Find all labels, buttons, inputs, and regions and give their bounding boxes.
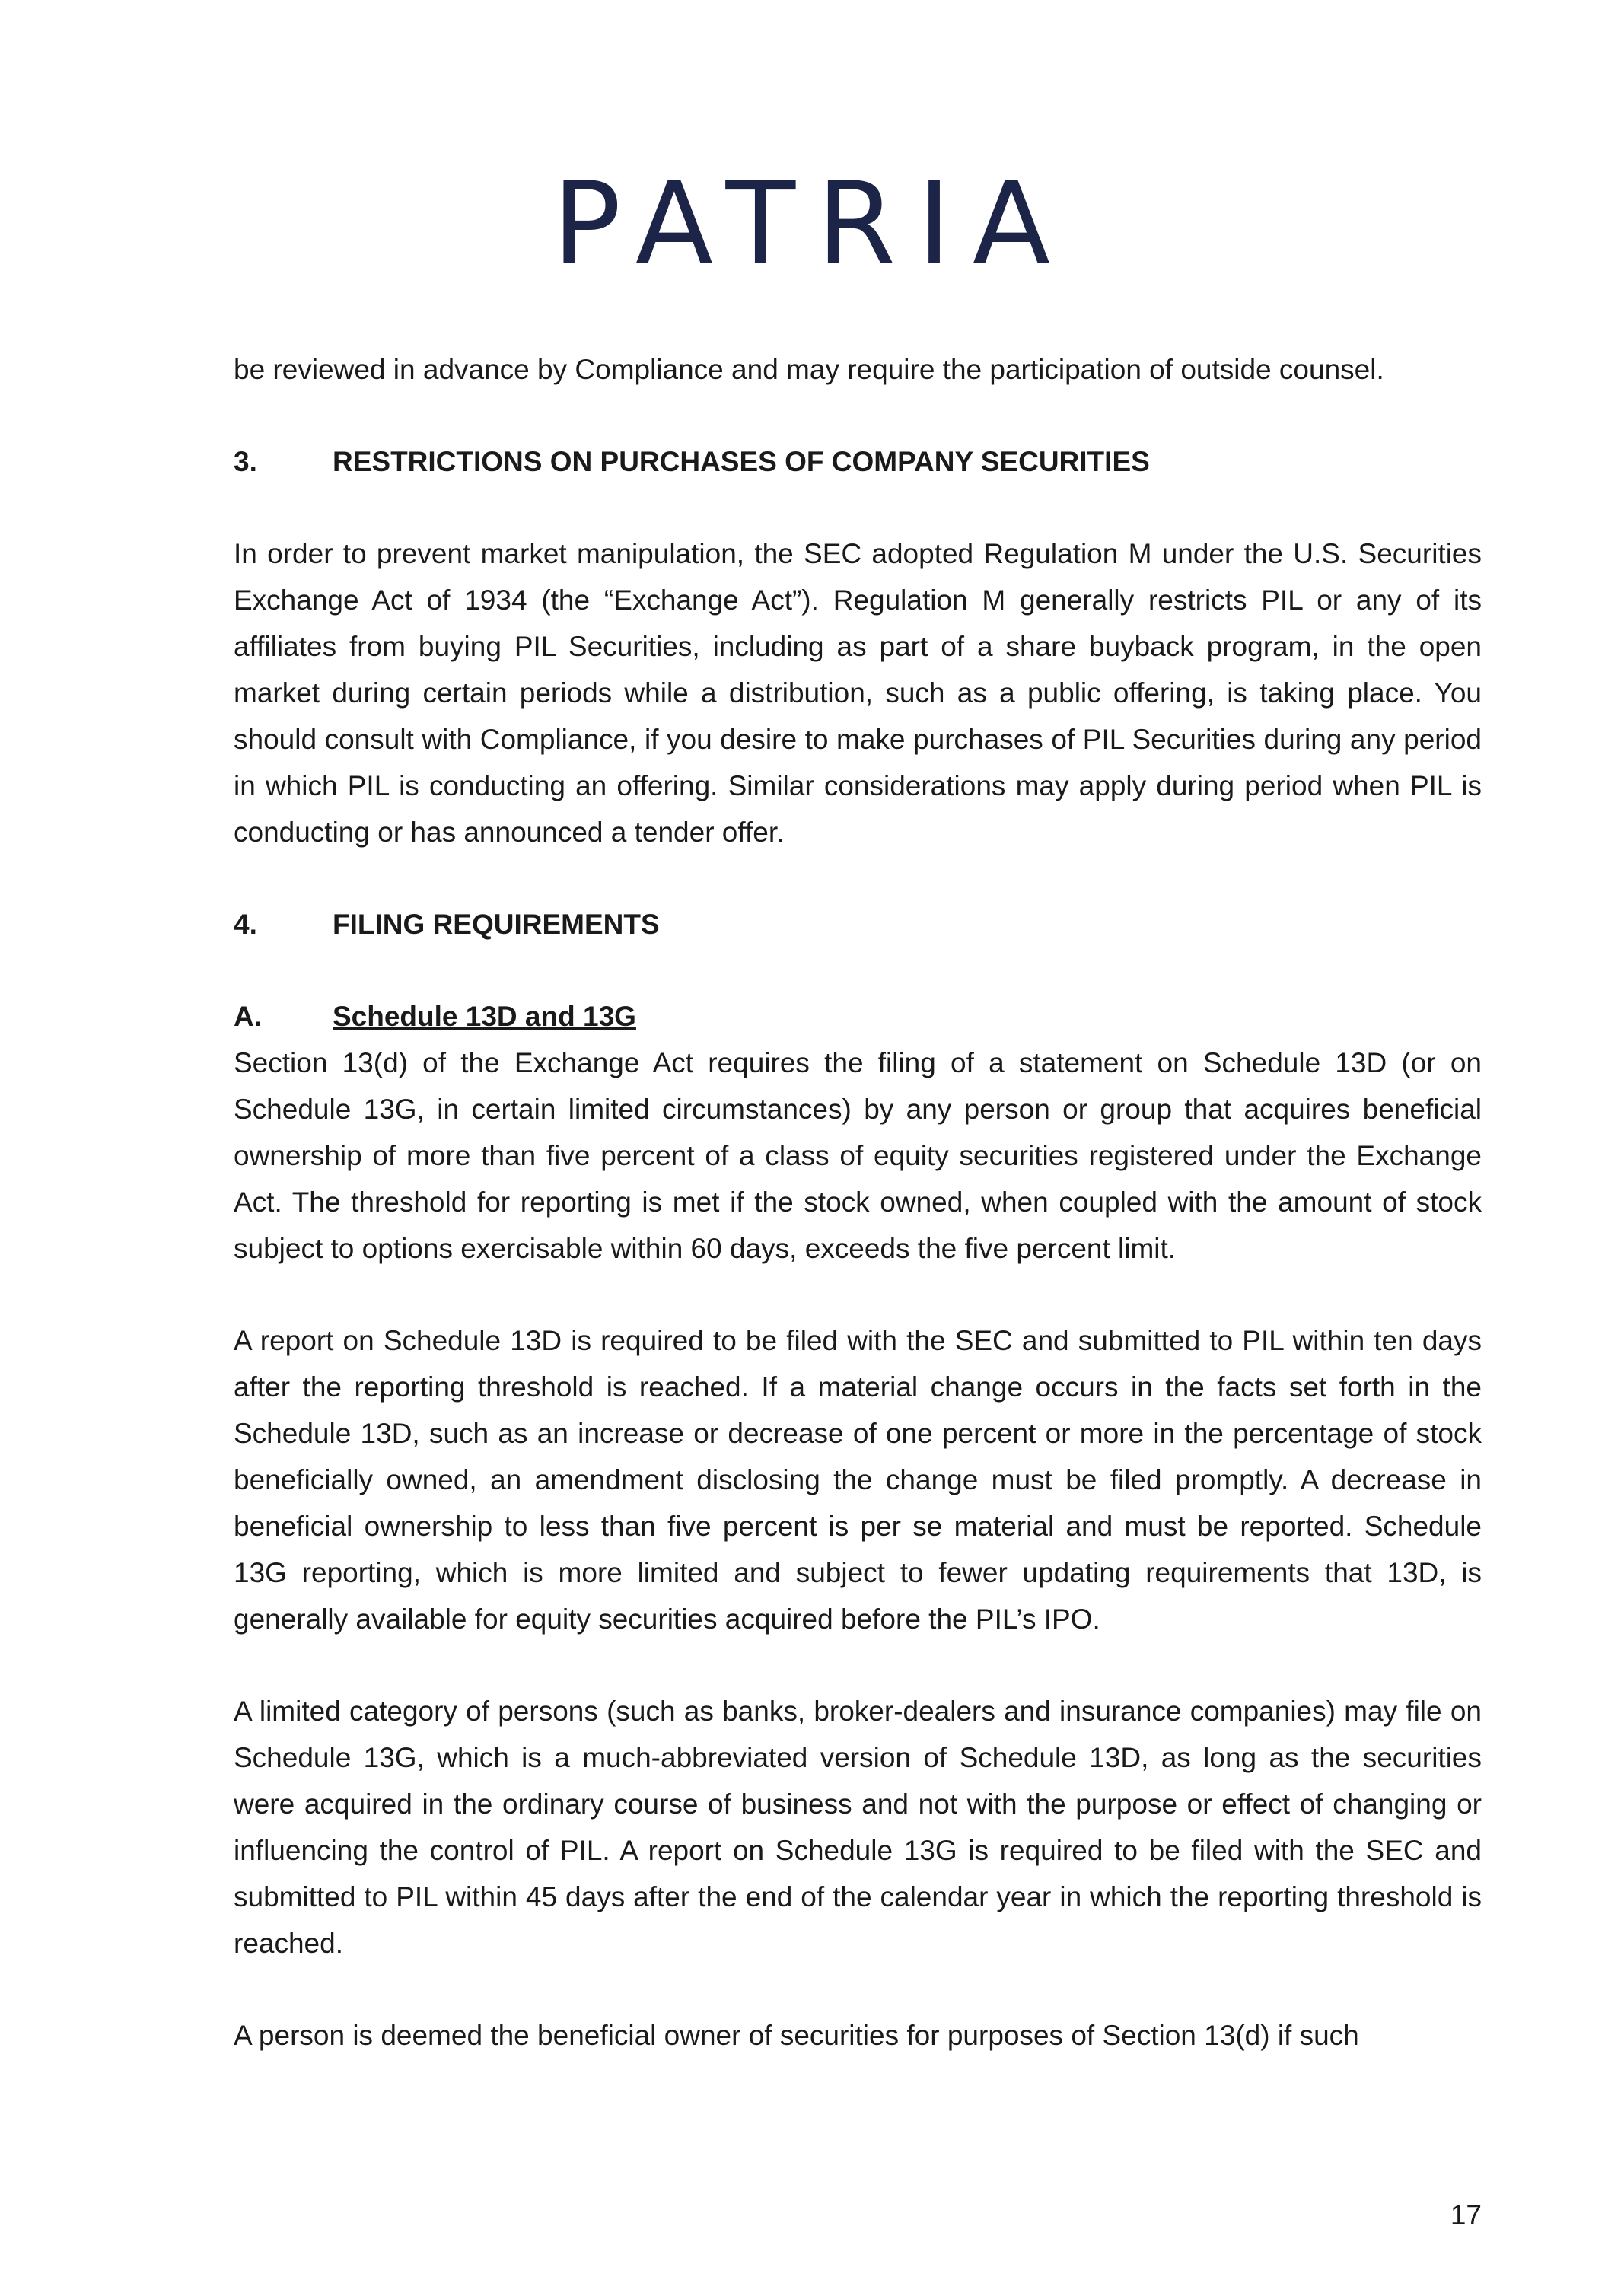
paragraph-beneficial-owner: A person is deemed the beneficial owner of securities for purposes of Section 13(d) if such [234, 2020, 1359, 2051]
patria-logo: PATRIA [552, 158, 1072, 291]
subsection-a-title: Schedule 13D and 13G [333, 1001, 636, 1032]
section-3-paragraph: In order to prevent market manipulation, the SEC adopted Regulation M under the U.S. Securities Exchange Act of 1934 (the “Exchange Act”). Regulation M generally restricts PIL or any of its affiliates from buying PIL Securities, including as part of a share buyback program, in the open market during certain periods while a distribution, such as a public offering, is taking place. You should consult with Compliance, if you desire to make purchases of PIL Securities during any period in which PIL is conducting an offering. Similar considerations may apply during period when PIL is conducting or has announced a tender offer. [234, 538, 1482, 848]
section-3-title: RESTRICTIONS ON PURCHASES OF COMPANY SECURITIES [333, 446, 1150, 477]
section-4-title: FILING REQUIREMENTS [333, 909, 660, 940]
document-body [234, 346, 1482, 2059]
section-3-heading [234, 438, 1482, 485]
paragraph-13d-requirement: Section 13(d) of the Exchange Act requires the filing of a statement on Schedule 13D (or on Schedule 13G, in certain limited circumstances) by any person or group that acquires beneficial ownership of more than five percent of a class of equity securities registered under the Exchange Act. The threshold for reporting is met if the stock owned, when coupled with the amount of stock subject to options exercisable within 60 days, exceeds the five percent limit. [234, 1047, 1482, 1264]
subsection-a-heading [234, 993, 1482, 1040]
page-number: 17 [1450, 2199, 1482, 2231]
subsection-a-letter: A. [234, 1001, 262, 1032]
section-4-heading [234, 901, 1482, 947]
paragraph-13d-report: A report on Schedule 13D is required to be filed with the SEC and submitted to PIL within ten days after the reporting threshold is reached. If a material change occurs in the facts set forth in the Schedule 13D, such as an increase or decrease of one percent or more in the percentage of stock beneficially owned, an amendment disclosing the change must be filed promptly. A decrease in beneficial ownership to less than five percent is per se material and must be reported. Schedule 13G reporting, which is more limited and subject to fewer updating requirements that 13D, is generally available for equity securities acquired before the PIL’s IPO. [234, 1325, 1482, 1635]
continuation-paragraph: be reviewed in advance by Compliance and may require the participation of outside counsel. [234, 354, 1384, 385]
section-4-number: 4. [234, 909, 257, 940]
section-3-number: 3. [234, 446, 257, 477]
paragraph-13g-limited: A limited category of persons (such as banks, broker-dealers and insurance companies) may file on Schedule 13G, which is a much-abbreviated version of Schedule 13D, as long as the securities were acquired in the ordinary course of business and not with the purpose or effect of changing or influencing the control of PIL. A report on Schedule 13G is required to be filed with the SEC and submitted to PIL within 45 days after the end of the calendar year in which the reporting threshold is reached. [234, 1696, 1482, 1959]
